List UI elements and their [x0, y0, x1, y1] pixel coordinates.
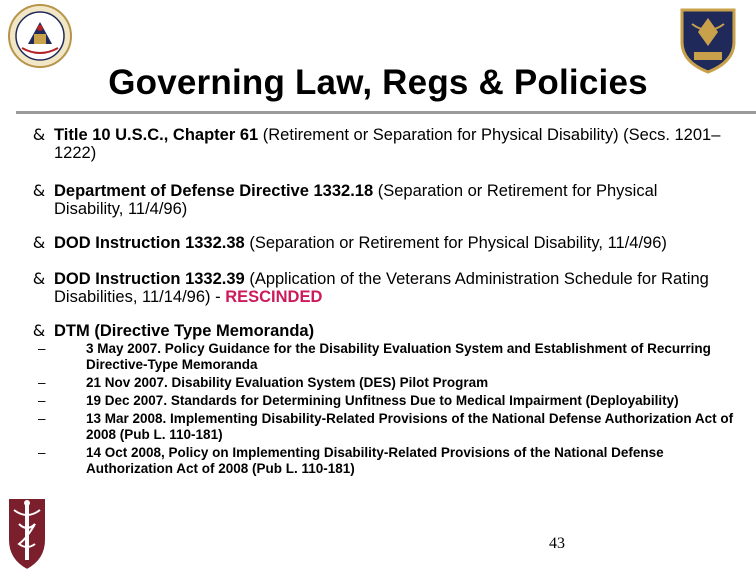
bullet-bold: DTM (Directive Type Memoranda) [54, 322, 315, 340]
title-divider [16, 111, 756, 114]
bullet-item [30, 234, 667, 252]
sub-item [38, 375, 738, 391]
bullet-glyph-icon: & [32, 181, 46, 200]
bullet-text: (Separation or Retirement for Physical Disability, 11/4/96) [244, 234, 667, 252]
bullet-text: (Retirement or Separation for Physical Disability) (Secs. 1201–1222) [54, 126, 721, 162]
dash-icon: – [38, 393, 46, 408]
bullet-glyph-icon: & [32, 269, 46, 288]
sub-item-text: 3 May 2007. Policy Guidance for the Disability Evaluation System and Establishment of Recurring Directive-Type Memoranda [86, 341, 711, 372]
bullet-item [30, 126, 730, 162]
bullet-text: (Separation or Retirement for Physical Disability, 11/4/96) [54, 182, 658, 218]
bullet-bold: DOD Instruction 1332.38 [54, 234, 245, 252]
bullet-item [30, 322, 314, 340]
sub-item [38, 411, 738, 443]
sub-item-text: 13 Mar 2008. Implementing Disability-Related Provisions of the National Defense Authorization Act of 2008 (Pub L. 110-181) [86, 411, 734, 442]
page-number: 43 [549, 535, 565, 552]
sub-item [38, 341, 738, 373]
dtm-sub-list [38, 341, 738, 479]
bullet-glyph-icon: & [32, 321, 46, 340]
bullet-text: (Application of the Veterans Administration Schedule for Rating Disabilities, 11/14/96) - [54, 270, 709, 306]
rescinded-flag: RESCINDED [225, 288, 323, 306]
us-army-seal-icon [8, 4, 72, 68]
medical-caduceus-icon [4, 494, 50, 572]
sub-item-text: 14 Oct 2008, Policy on Implementing Disability-Related Provisions of the National Defense Authorization Act of 2008 (Pub L. 110-181) [86, 445, 664, 476]
bullet-glyph-icon: & [32, 125, 46, 144]
dash-icon: – [38, 375, 46, 390]
bullet-bold: Title 10 U.S.C., Chapter 61 [54, 126, 259, 144]
bullet-bold: DOD Instruction 1332.39 [54, 270, 245, 288]
dash-icon: – [38, 445, 46, 460]
bullet-bold: Department of Defense Directive 1332.18 [54, 182, 374, 200]
page-title: Governing Law, Regs & Policies [108, 63, 648, 102]
sub-item [38, 393, 738, 409]
dash-icon: – [38, 411, 46, 426]
bullet-glyph-icon: & [32, 233, 46, 252]
dash-icon: – [38, 341, 46, 356]
sub-item-text: 21 Nov 2007. Disability Evaluation System (DES) Pilot Program [86, 375, 489, 390]
sub-item-text: 19 Dec 2007. Standards for Determining Unfitness Due to Medical Impairment (Deployability) [86, 393, 679, 408]
sub-item [38, 445, 738, 477]
bullet-item [30, 182, 730, 218]
bullet-item [30, 270, 730, 306]
